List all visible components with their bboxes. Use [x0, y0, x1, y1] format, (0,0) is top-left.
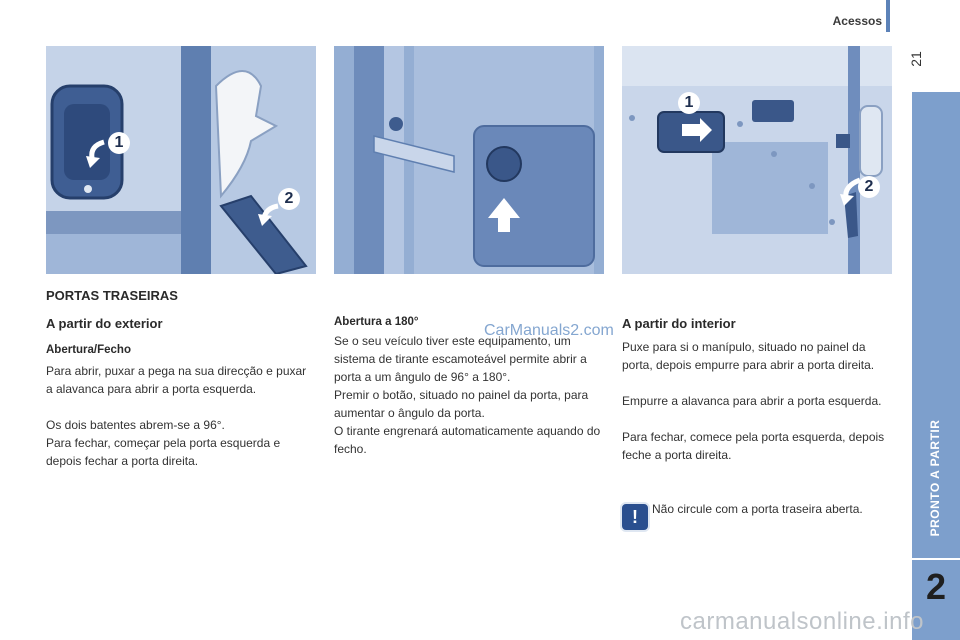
warning-text: Não circule com a porta traseira aberta.: [652, 502, 863, 516]
col2-paragraph-3: O tirante engrenará automaticamente aquando do fecho.: [334, 424, 601, 456]
col1-heading: A partir do exterior: [46, 316, 163, 331]
col1-paragraph-1: Para abrir, puxar a pega na sua direcção e puxar a alavanca para abrir a porta esquerda.: [46, 364, 307, 396]
chapter-tab-label: PRONTO A PARTIR: [928, 419, 942, 537]
col1-paragraph-2: Os dois batentes abrem-se a 96°.: [46, 418, 225, 432]
watermark-bottom: carmanualsonline.info: [680, 608, 924, 635]
callout-1-marker: 1: [108, 132, 130, 154]
col3-paragraph-3: Para fechar, comece pela porta esquerda, depois feche a porta direita.: [622, 430, 885, 462]
header-accent-bar: [886, 0, 890, 32]
figure-exterior-handle: [46, 46, 316, 274]
figure-180-strap: [334, 46, 604, 274]
col2-subheading: Abertura a 180°: [334, 316, 419, 328]
col3-heading: A partir do interior: [622, 316, 736, 331]
watermark-top: CarManuals2.com: [484, 322, 614, 339]
callout-2-marker: 2: [278, 188, 300, 210]
col2-paragraph-2: Premir o botão, situado no painel da porta, para aumentar o ângulo da porta.: [334, 388, 589, 420]
running-header-title: Acessos: [832, 14, 882, 28]
chapter-number: 2: [925, 566, 947, 607]
chapter-tab-divider: [912, 558, 960, 560]
callout-2-marker: 2: [858, 176, 880, 198]
exclamation-icon: !: [620, 502, 650, 532]
col3-paragraph-1: Puxe para si o manípulo, situado no painel da porta, depois empurre para abrir a porta direita.: [622, 340, 875, 372]
col1-subheading: Abertura/Fecho: [46, 344, 131, 356]
col2-paragraph-1: Se o seu veículo tiver este equipamento, um sistema de tirante escamoteável permite abrir a porta a um ângulo de 96° a 180°.: [334, 334, 587, 384]
callout-1-marker: 1: [678, 92, 700, 114]
figure-interior-handle: [622, 46, 892, 274]
col3-paragraph-2: Empurre a alavanca para abrir a porta esquerda.: [622, 394, 882, 408]
col1-paragraph-3: Para fechar, começar pela porta esquerda e depois fechar a porta direita.: [46, 436, 281, 468]
section-heading: PORTAS TRASEIRAS: [46, 288, 178, 303]
page-number: 21: [908, 51, 924, 67]
